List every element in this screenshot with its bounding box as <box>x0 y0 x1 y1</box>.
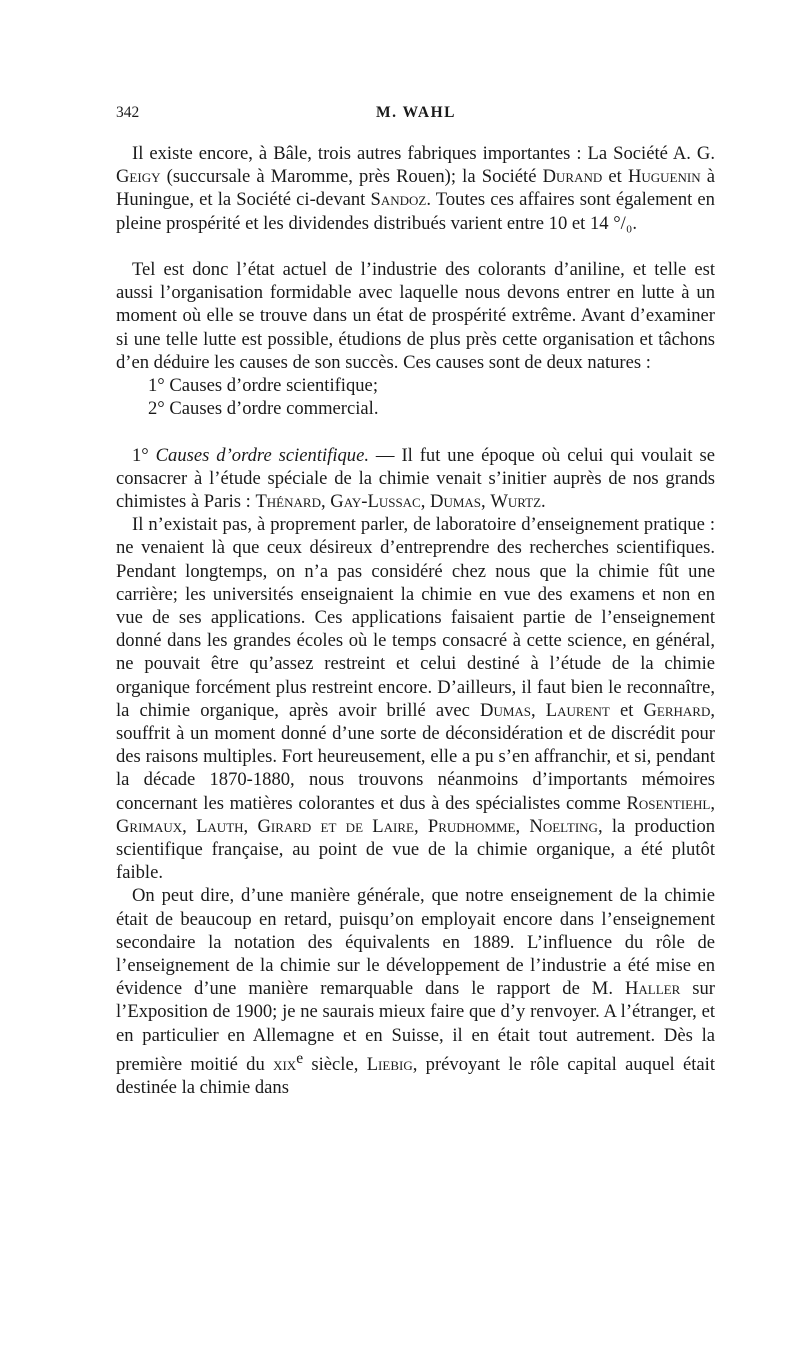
paragraph-basel-factories <box>116 142 715 235</box>
text-run: siècle, <box>303 1054 367 1076</box>
name-rosentiehl: Rosentiehl <box>626 792 711 814</box>
paragraph-gap <box>116 235 715 258</box>
century-numeral: xix <box>273 1054 297 1076</box>
text-run: sur l’Exposition de 1900; je ne saurais mieux faire que d’y renvoyer. A l’étranger, et en particulier en Allemagne et en Suisse, il en était tout autrement. Dès la première moitié du <box>116 978 715 1076</box>
paragraph-scientific-causes <box>116 444 715 514</box>
list-item-scientific: 1° Causes d’ordre scientifique; <box>148 375 378 397</box>
name-grimaux: Grimaux <box>116 815 183 837</box>
name-wurtz: Wurtz <box>490 491 542 513</box>
page-header <box>116 104 716 128</box>
running-head: M. WAHL <box>376 104 456 121</box>
list-item-commercial: 2° Causes d’ordre commercial. <box>148 398 379 420</box>
text-run: 1° <box>132 444 156 466</box>
text-run: — Il fut une époque où celui qui voulait se consacrer à l’étude spéciale de la chimie venait s’initier auprès de nos grands chimistes à Paris : <box>116 444 715 513</box>
name-thenard: Thénard <box>255 491 321 513</box>
text-run: , prévoyant le rôle capital auquel était destinée la chimie dans <box>116 1054 715 1099</box>
name-lauth: Lauth <box>196 815 244 837</box>
name-liebig: Liebig <box>366 1054 413 1076</box>
name-girard-de-laire: Girard et de Laire <box>257 815 414 837</box>
text-run: . Toutes ces affaires sont également en pleine prospérité et les dividendes distribués varient entre 10 et 14 °/₀. <box>116 189 715 234</box>
name-gerhard: Gerhard <box>643 699 711 721</box>
text-run: Il existe encore, à Bâle, trois autres fabriques importantes : La Société A. G. <box>132 143 715 164</box>
name-noelting: Noelting <box>529 815 598 837</box>
name-huguenin: Huguenin <box>627 166 701 188</box>
text-run: , <box>481 491 491 513</box>
text-run: , <box>243 815 258 837</box>
superscript-e: e <box>296 1049 304 1067</box>
name-haller: Haller <box>624 978 681 1000</box>
name-dumas: Dumas <box>480 699 532 721</box>
text-run: à Huningue, et la Société ci-devant <box>116 166 716 211</box>
text-run: , <box>420 491 431 513</box>
text-run: , la production scientifique française, au point de vue de la chimie organique, a été plutôt faible. <box>116 815 716 884</box>
page-body <box>116 142 715 1099</box>
paragraph-gap <box>116 420 715 443</box>
name-dumas: Dumas <box>430 491 482 513</box>
name-prudhomme: Prudhomme <box>427 815 516 837</box>
paragraph-industry-state: Tel est donc l’état actuel de l’industrie des colorants d’aniline, et telle est aussi l’organisation formidable avec laquelle nous devons entrer en lutte à un moment où elle se trouve dans un état de prospérité extrême. Avant d’examiner si une telle lutte est possible, étudions de plus près cette organisation et tâchons d’en déduire les causes de son succès. Ces causes sont de deux natures : <box>116 259 715 373</box>
text-run: , <box>710 792 715 814</box>
name-laurent: Laurent <box>545 699 610 721</box>
page-number: 342 <box>116 104 140 121</box>
text-run: Il n’existait pas, à proprement parler, de laboratoire d’enseignement pratique : ne venaient là que ceux désireux d’entreprendre des recherches scientifiques. Pendant longtemps, on n’a pas considéré chez nous que la chimie fût une carrière; les universités enseignaient la chimie en vue des examens et non en vue de ses applications. Ces applications faisaient partie de l’enseignement donné dans les grandes écoles où le temps consacré à cette science, en général, ne pouvait être qu’assez restreint et celui destiné à l’étude de la chimie organique forcément plus restreint encore. D’ailleurs, il faut bien le reconnaître, la chimie organique, après avoir brillé avec <box>116 514 715 721</box>
name-geigy: Geigy <box>116 166 161 188</box>
name-sandoz: Sandoz <box>370 189 427 211</box>
text-run: , <box>413 815 428 837</box>
name-gay-lussac: Gay-Lussac <box>330 491 421 513</box>
text-run: et <box>609 699 644 721</box>
text-run: (succursale à Maromme, près Rouen); la Société <box>160 166 543 188</box>
text-run: , <box>515 815 530 837</box>
text-run: . <box>541 491 546 513</box>
paragraph-teaching-delay <box>116 884 715 1099</box>
name-durand: Durand <box>542 166 603 188</box>
text-run: , souffrit à un moment donné d’une sorte de déconsidération et de discrédit pour des raisons multiples. Fort heureusement, elle a pu s’en affranchir, et si, pendant la décade 1870-1880, nous trouvons néanmoins d’importants mémoires concernant les matières colorantes et dus à des spécialistes comme <box>116 699 716 814</box>
section-heading: Causes d’ordre scientifique. <box>155 444 370 466</box>
text-run: et <box>602 166 628 188</box>
text-run: , <box>320 491 331 513</box>
text-run: , <box>531 699 546 721</box>
text-run: , <box>182 815 197 837</box>
text-run: On peut dire, d’une manière générale, que notre enseignement de la chimie était de beaucoup en retard, puisqu’on employait encore dans l’enseignement secondaire la notation des équivalents en 1889. L’influence du rôle de l’enseignement de la chimie sur le développement de l’industrie a été mise en évidence d’une manière remarquable dans le rapport de M. <box>116 885 715 1000</box>
paragraph-laboratories <box>116 513 715 884</box>
